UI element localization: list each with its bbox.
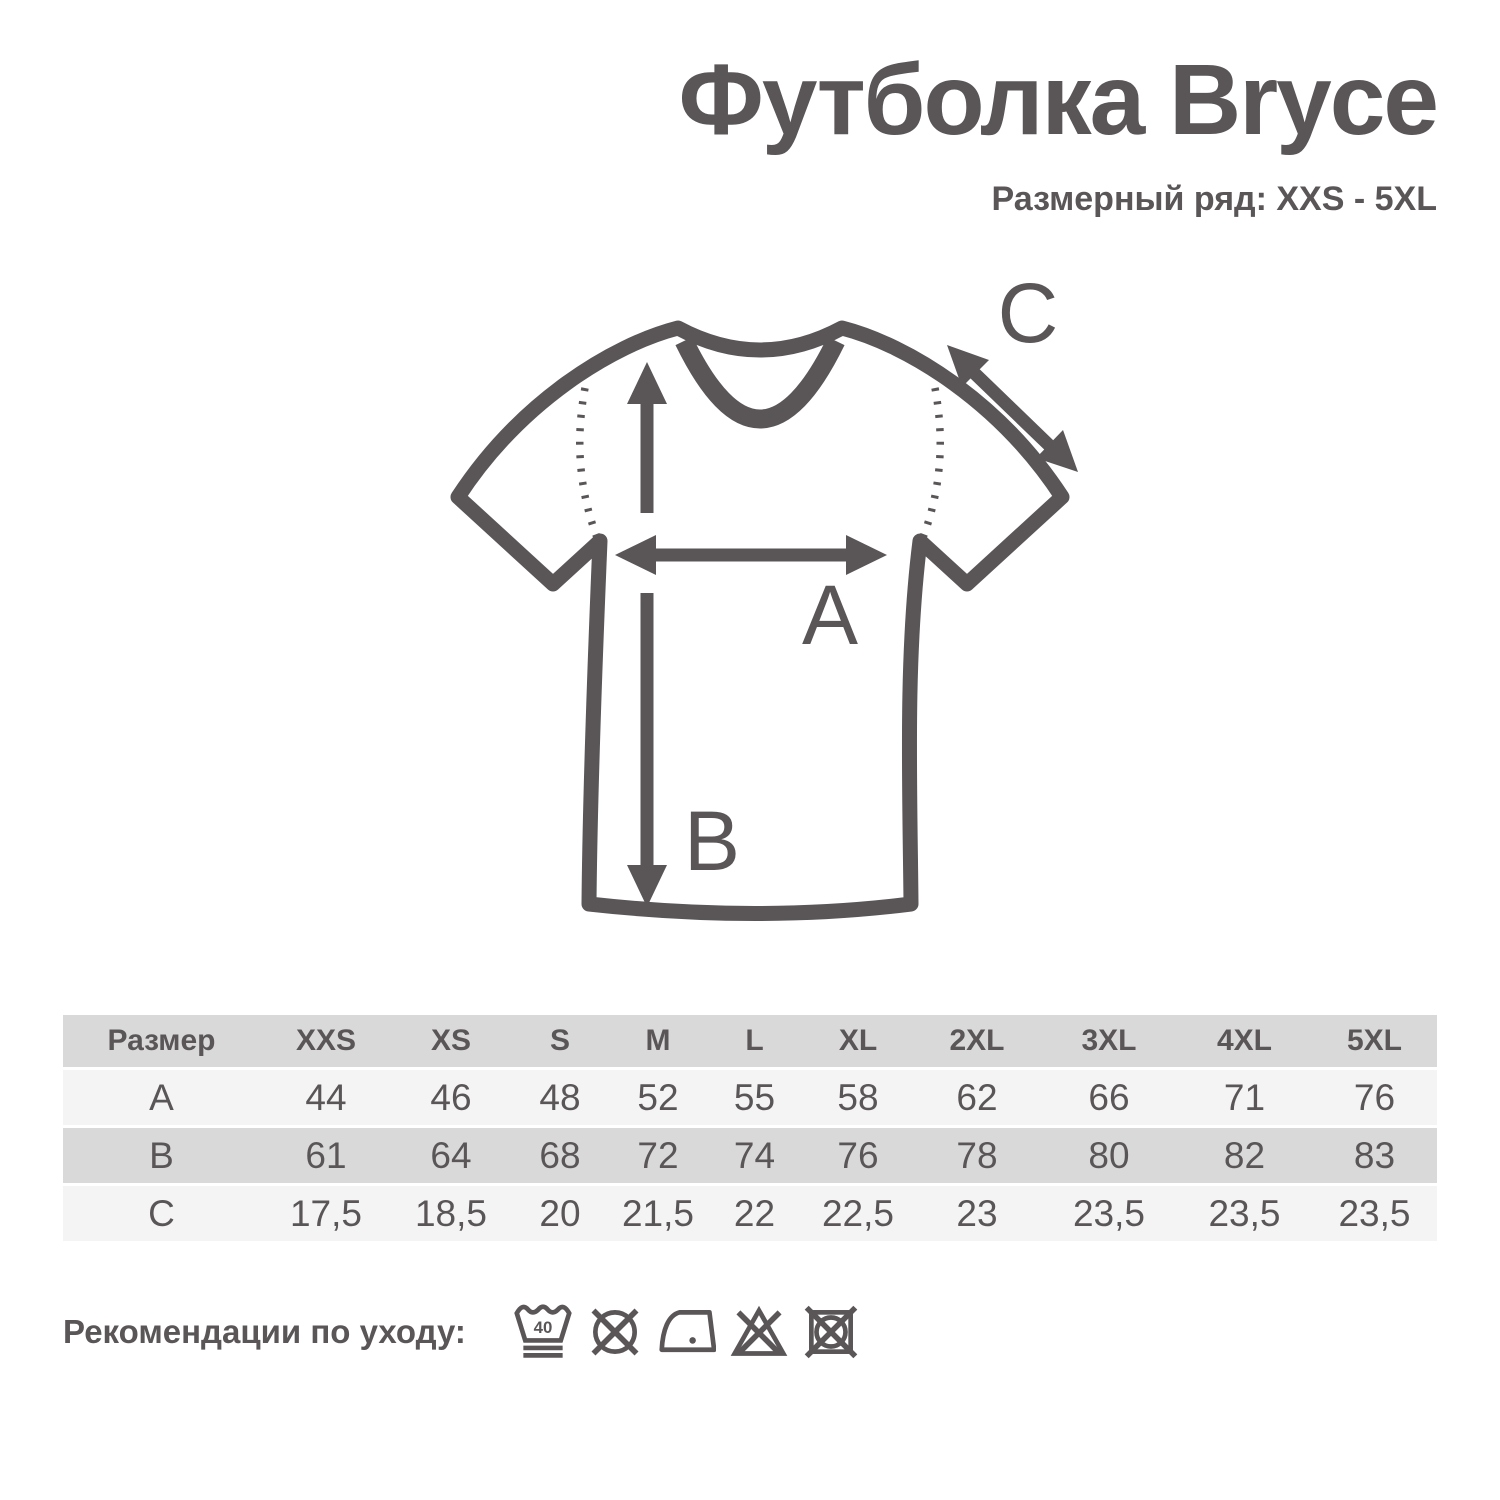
cell-a-m: 52 bbox=[637, 1076, 679, 1118]
column-header-2xl: 2XL bbox=[913, 1015, 1041, 1067]
cell-a-xl: 58 bbox=[837, 1076, 879, 1118]
do-not-tumble-dry-icon bbox=[802, 1299, 860, 1365]
cell-a-5xl: 76 bbox=[1353, 1076, 1396, 1118]
measure-label-c: C bbox=[997, 270, 1059, 360]
cell-c-2xl: 23 bbox=[956, 1192, 998, 1234]
cell-a-3xl: 66 bbox=[1088, 1076, 1130, 1118]
table-row-a bbox=[63, 1070, 1437, 1125]
column-header-xs: XS bbox=[392, 1015, 510, 1067]
cell-c-3xl: 23,5 bbox=[1072, 1192, 1145, 1234]
cell-c-l: 22 bbox=[733, 1192, 776, 1234]
column-header-3xl: 3XL bbox=[1041, 1015, 1177, 1067]
row-label-c: C bbox=[148, 1192, 175, 1234]
cell-a-xs: 46 bbox=[430, 1076, 472, 1118]
size-range-subtitle: Размерный ряд: XXS - 5XL bbox=[991, 180, 1437, 218]
cell-a-s: 48 bbox=[539, 1076, 581, 1118]
cell-b-5xl: 83 bbox=[1353, 1134, 1396, 1176]
cell-c-xxs: 17,5 bbox=[289, 1192, 362, 1234]
cell-b-xxs: 61 bbox=[305, 1134, 347, 1176]
page-title: Футболка Bryce bbox=[678, 44, 1437, 156]
cell-b-s: 68 bbox=[539, 1134, 581, 1176]
column-header-xl: XL bbox=[803, 1015, 913, 1067]
tshirt-measurement-diagram bbox=[420, 270, 1100, 950]
column-header-s: S bbox=[510, 1015, 610, 1067]
cell-a-2xl: 62 bbox=[956, 1076, 998, 1118]
column-header-m: M bbox=[610, 1015, 706, 1067]
size-table bbox=[63, 1012, 1437, 1244]
cell-a-xxs: 44 bbox=[305, 1076, 347, 1118]
cell-b-xs: 64 bbox=[430, 1134, 472, 1176]
do-not-bleach-icon bbox=[730, 1299, 788, 1365]
do-not-dry-clean-icon bbox=[586, 1299, 644, 1365]
row-label-b: B bbox=[149, 1134, 174, 1176]
cell-a-4xl: 71 bbox=[1223, 1076, 1266, 1118]
cell-b-m: 72 bbox=[637, 1134, 679, 1176]
cell-a-l: 55 bbox=[733, 1076, 776, 1118]
cell-b-4xl: 82 bbox=[1223, 1134, 1266, 1176]
care-section bbox=[63, 1296, 860, 1368]
cell-c-xs: 18,5 bbox=[414, 1192, 487, 1234]
cell-c-m: 21,5 bbox=[621, 1192, 694, 1234]
column-header-size: Размер bbox=[63, 1015, 260, 1067]
column-header-xxs: XXS bbox=[260, 1015, 392, 1067]
cell-b-3xl: 80 bbox=[1088, 1134, 1130, 1176]
cell-b-xl: 76 bbox=[837, 1134, 879, 1176]
iron-low-heat-icon bbox=[658, 1299, 716, 1365]
cell-c-5xl: 23,5 bbox=[1338, 1192, 1411, 1234]
wash-temperature: 40 bbox=[533, 1317, 553, 1337]
measure-label-b: B bbox=[683, 794, 741, 888]
cell-b-2xl: 78 bbox=[956, 1134, 998, 1176]
cell-c-s: 20 bbox=[539, 1192, 581, 1234]
column-header-4xl: 4XL bbox=[1177, 1015, 1312, 1067]
cell-b-l: 74 bbox=[733, 1134, 776, 1176]
measure-label-a: A bbox=[801, 568, 859, 662]
row-label-a: A bbox=[149, 1076, 174, 1118]
size-table-header-row bbox=[63, 1015, 1437, 1067]
table-row-c bbox=[63, 1186, 1437, 1241]
wash-40-icon bbox=[514, 1299, 572, 1365]
care-label: Рекомендации по уходу: bbox=[63, 1313, 466, 1350]
column-header-l: L bbox=[706, 1015, 803, 1067]
cell-c-xl: 22,5 bbox=[821, 1192, 894, 1234]
column-header-5xl: 5XL bbox=[1312, 1015, 1437, 1067]
table-row-b bbox=[63, 1128, 1437, 1183]
cell-c-4xl: 23,5 bbox=[1208, 1192, 1281, 1234]
